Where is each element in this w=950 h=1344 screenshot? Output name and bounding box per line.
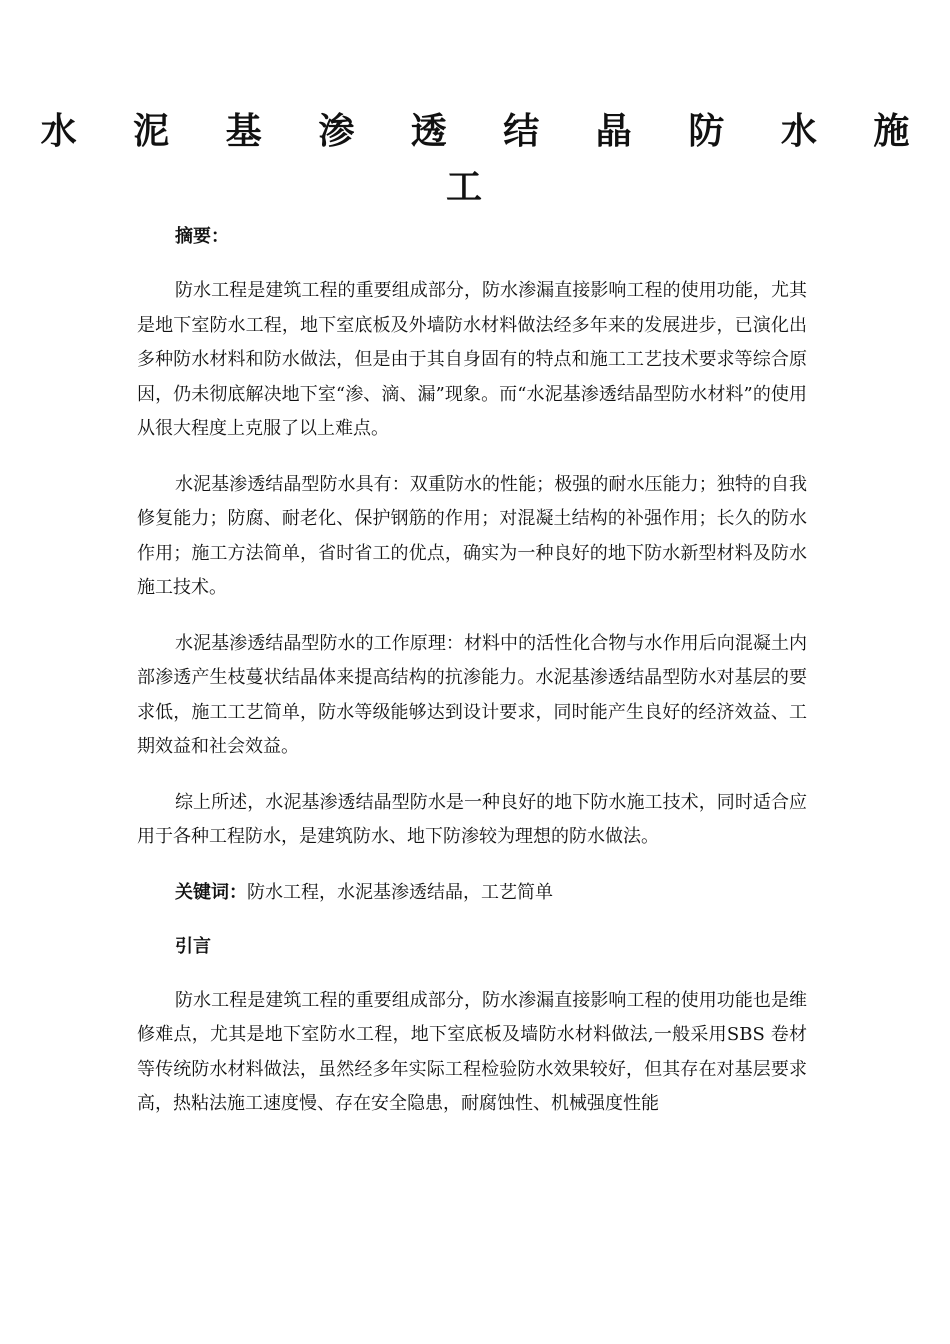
abstract-paragraph-3: 水泥基渗透结晶型防水的工作原理：材料中的活性化合物与水作用后向混凝土内部渗透产生枝蔓状结晶体来提高结构的抗渗能力。水泥基渗透结晶型防水对基层的要求低，施工工艺简单，防水等级能够达到设计要求，同时能产生良好的经济效益、工期效益和社会效益。 [137,632,807,757]
abstract-paragraph-1: 防水工程是建筑工程的重要组成部分，防水渗漏直接影响工程的使用功能，尤其是地下室防水工程，地下室底板及外墙防水材料做法经多年来的发展进步，已演化出多种防水材料和防水做法，但是由于其自身固有的特点和施工工艺技术要求等综合原因，仍未彻底解决地下室“渗、滴、漏”现象。而“水泥基渗透结晶型防水材料”的使用从很大程度上克服了以上难点。 [137,280,807,439]
keywords-line [137,876,807,910]
keywords-text: 防水工程，水泥基渗透结晶，工艺简单 [247,881,553,903]
keywords-label: 关键词： [175,881,247,903]
document-title: 水 泥 基 渗 透 结 晶 防 水 施 工 [40,111,932,208]
document-body [137,220,807,1122]
abstract-heading: 摘要： [175,226,229,247]
intro-heading: 引言 [175,935,211,957]
abstract-paragraph-2: 水泥基渗透结晶型防水具有：双重防水的性能；极强的耐水压能力；独特的自我修复能力；防腐、耐老化、保护钢筋的作用；对混凝土结构的补强作用；长久的防水作用；施工方法简单，省时省工的优点，确实为一种良好的地下防水新型材料及防水施工技术。 [137,473,807,598]
intro-paragraph: 防水工程是建筑工程的重要组成部分，防水渗漏直接影响工程的使用功能也是维修难点，尤其是地下室防水工程，地下室底板及墙防水材料做法,一般采用SBS 卷材等传统防水材料做法，虽然经多年实际工程检验防水效果较好，但其存在对基层要求高，热粘法施工速度慢、存在安全隐患，耐腐蚀性、机械强度性能 [137,989,807,1114]
abstract-paragraph-4: 综上所述，水泥基渗透结晶型防水是一种良好的地下防水施工技术，同时适合应用于各种工程防水，是建筑防水、地下防渗较为理想的防水做法。 [137,791,807,847]
